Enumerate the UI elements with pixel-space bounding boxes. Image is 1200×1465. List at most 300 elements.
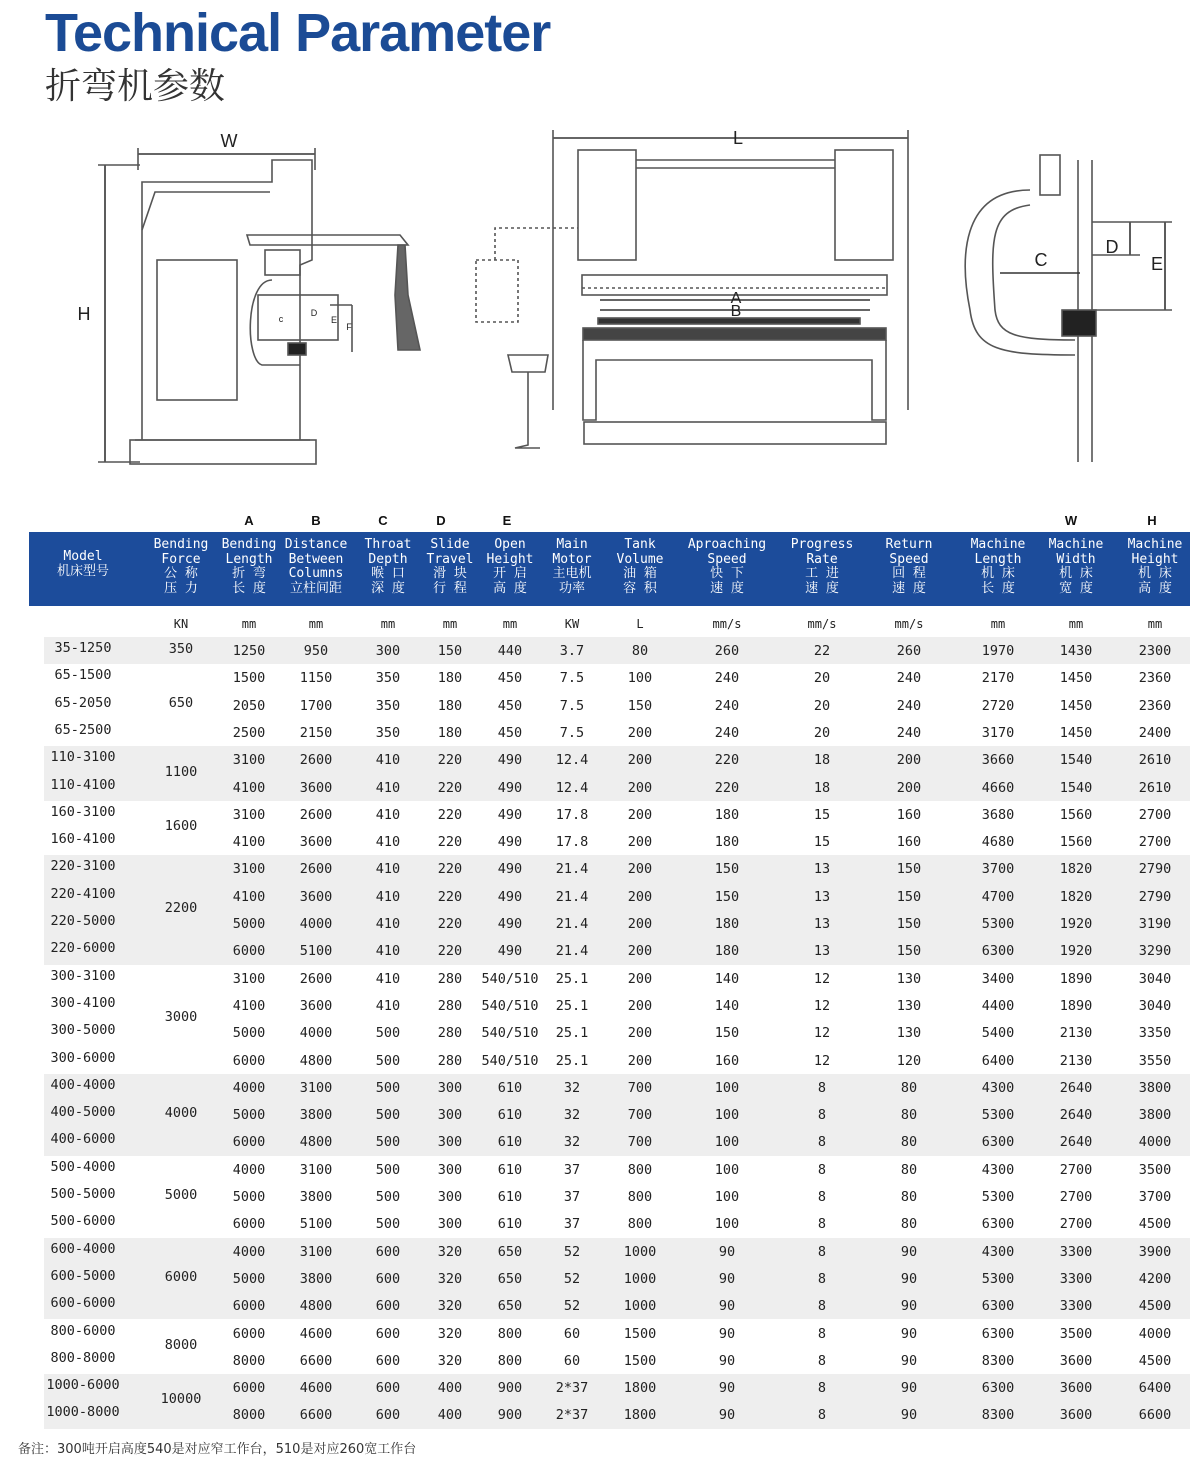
unit-label: mm [241, 617, 257, 631]
table-cell: 3600 [1059, 1352, 1093, 1369]
table-cell: 90 [900, 1352, 918, 1369]
table-row [0, 1047, 1200, 1074]
table-cell: 4800 [299, 1134, 333, 1151]
table-cell: 600 [375, 1352, 401, 1369]
table-cell: 8300 [981, 1407, 1015, 1424]
table-cell: 3700 [981, 861, 1015, 878]
table-row [0, 1292, 1200, 1319]
table-cell: 3900 [1138, 1243, 1172, 1260]
table-cell: 100 [714, 1134, 740, 1151]
table-cell: 240 [714, 724, 740, 741]
table-cell: 80 [900, 1107, 918, 1124]
column-header-cn: 滑 块 [433, 566, 467, 582]
table-cell: 100 [714, 1079, 740, 1096]
unit-label: mm [1147, 617, 1163, 631]
table-cell: 2610 [1138, 779, 1172, 796]
table-cell: 17.8 [555, 834, 589, 851]
table-cell: 800 [497, 1352, 523, 1369]
table-cell: 490 [497, 752, 523, 769]
column-header-cn: 压 力 [164, 580, 198, 596]
column-header [427, 538, 474, 596]
column-header [886, 538, 933, 596]
bending-force-cell: 350 [168, 640, 194, 657]
table-cell: 120 [896, 1052, 922, 1069]
table-cell: 15 [813, 834, 831, 851]
table-cell: 410 [375, 970, 401, 987]
table-cell: 90 [718, 1407, 736, 1424]
table-cell: 1540 [1059, 779, 1093, 796]
table-cell: 150 [896, 888, 922, 905]
table-cell: 490 [497, 834, 523, 851]
page-title: Technical Parameter [45, 3, 551, 63]
column-header [1049, 538, 1104, 596]
table-cell: 3500 [1138, 1161, 1172, 1178]
table-cell: 800 [627, 1216, 653, 1233]
table-cell: 220 [714, 752, 740, 769]
table-cell: 180 [714, 834, 740, 851]
unit-label: mm [380, 617, 396, 631]
table-cell: 800 [627, 1189, 653, 1205]
table-cell: 240 [714, 670, 740, 687]
column-header-en: Volume [616, 551, 664, 567]
table-cell: 32 [563, 1107, 581, 1124]
table-cell: 5000 [232, 916, 266, 932]
table-cell: 150 [896, 861, 922, 878]
table-cell: 200 [627, 1025, 653, 1042]
table-cell: 350 [375, 697, 401, 714]
table-cell: 4300 [981, 1161, 1015, 1178]
table-cell: 2700 [1059, 1216, 1093, 1233]
table-cell: 180 [714, 916, 740, 932]
column-header-en: Travel [426, 551, 474, 567]
table-cell: 300 [437, 1161, 463, 1178]
table-cell: 150 [896, 916, 922, 932]
unit-label: KN [173, 617, 189, 631]
table-cell: 440 [497, 643, 523, 659]
column-header-cn: 高 度 [493, 580, 527, 596]
table-cell: 12 [813, 1025, 831, 1042]
table-cell: 610 [497, 1161, 523, 1178]
table-cell: 3100 [299, 1243, 333, 1260]
table-cell: 200 [627, 779, 653, 796]
column-header-en: Width [1056, 551, 1096, 567]
table-cell: 4000 [299, 1025, 333, 1042]
table-cell: 100 [627, 670, 653, 687]
table-cell: 3170 [981, 724, 1015, 741]
table-cell: 140 [714, 997, 740, 1014]
table-cell: 3600 [299, 997, 333, 1014]
table-cell: 240 [896, 670, 922, 687]
table-cell: 600 [375, 1380, 401, 1397]
table-cell: 6600 [299, 1407, 333, 1424]
table-cell: 5400 [981, 1025, 1015, 1042]
table-cell: 90 [718, 1352, 736, 1369]
table-cell: 80 [900, 1216, 918, 1233]
column-header-cn: 速 度 [710, 580, 744, 596]
table-cell: 5100 [299, 1216, 333, 1233]
table-cell: 410 [375, 752, 401, 769]
letter-w: W [1064, 513, 1078, 528]
column-header-en: Height [486, 551, 534, 567]
table-cell: 900 [497, 1407, 523, 1424]
table-cell: 3550 [1138, 1052, 1172, 1069]
table-cell: 3100 [232, 861, 266, 878]
model-cell: 1000-8000 [46, 1404, 120, 1421]
unit-label: KW [564, 617, 580, 631]
table-cell: 3300 [1059, 1243, 1093, 1260]
table-cell: 500 [375, 1134, 401, 1151]
table-cell: 4500 [1138, 1352, 1172, 1369]
table-cell: 100 [714, 1216, 740, 1233]
table-cell: 8 [817, 1134, 827, 1151]
table-cell: 180 [437, 670, 463, 687]
column-header-en: Length [225, 551, 273, 567]
label-h: H [77, 304, 91, 324]
table-cell: 90 [900, 1407, 918, 1424]
letter-d: D [436, 513, 446, 528]
table-cell: 4000 [1138, 1134, 1172, 1151]
table-cell: 8 [817, 1079, 827, 1096]
table-cell: 37 [563, 1189, 581, 1205]
table-cell: 5000 [232, 1270, 266, 1287]
table-cell: 4200 [1138, 1270, 1172, 1287]
table-cell: 3400 [981, 970, 1015, 987]
table-cell: 3100 [299, 1161, 333, 1178]
table-cell: 5000 [232, 1025, 266, 1042]
table-cell: 80 [900, 1134, 918, 1151]
table-cell: 240 [896, 697, 922, 714]
column-header-cn: 开 启 [493, 566, 527, 582]
model-cell: 500-4000 [50, 1158, 116, 1175]
table-cell: 18 [813, 779, 831, 796]
table-cell: 2360 [1138, 670, 1172, 687]
table-cell: 200 [896, 752, 922, 769]
table-cell: 280 [437, 1025, 463, 1042]
table-cell: 2640 [1059, 1134, 1093, 1151]
table-cell: 200 [627, 1052, 653, 1069]
column-header [487, 538, 534, 596]
table-cell: 150 [627, 697, 653, 714]
table-row [0, 1156, 1200, 1183]
table-cell: 410 [375, 806, 401, 823]
table-cell: 2610 [1138, 752, 1172, 769]
table-cell: 150 [437, 643, 463, 659]
table-cell: 280 [437, 1052, 463, 1069]
table-cell: 3800 [299, 1270, 333, 1287]
unit-label: mm [308, 617, 324, 631]
table-cell: 160 [896, 806, 922, 823]
table-cell: 100 [714, 1189, 740, 1205]
table-cell: 320 [437, 1298, 463, 1315]
table-cell: 80 [900, 1161, 918, 1178]
table-cell: 3100 [232, 752, 266, 769]
table-cell: 1560 [1059, 806, 1093, 823]
column-header [365, 538, 412, 596]
table-cell: 1890 [1059, 970, 1093, 987]
column-header-en: Aproaching [687, 537, 767, 552]
table-cell: 500 [375, 1079, 401, 1096]
table-cell: 21.4 [555, 916, 589, 932]
table-cell: 450 [497, 697, 523, 714]
table-row [0, 855, 1200, 882]
table-cell: 4800 [299, 1298, 333, 1315]
table-cell: 200 [627, 970, 653, 987]
column-header-cn: 喉 口 [371, 566, 405, 582]
table-cell: 5000 [232, 1107, 266, 1124]
table-cell: 8 [817, 1325, 827, 1342]
table-cell: 80 [631, 643, 649, 659]
model-cell: 400-6000 [50, 1131, 116, 1148]
table-cell: 8 [817, 1161, 827, 1178]
column-header-cn: 长 度 [981, 580, 1015, 596]
model-cell: 600-4000 [50, 1240, 116, 1257]
table-cell: 90 [718, 1380, 736, 1397]
table-cell: 3600 [299, 779, 333, 796]
table-cell: 4660 [981, 779, 1015, 796]
table-cell: 540/510 [481, 970, 539, 987]
table-cell: 5000 [232, 1189, 266, 1205]
table-header [29, 532, 1190, 606]
table-cell: 12 [813, 970, 831, 987]
label-a: A [730, 290, 742, 307]
column-header-cn: 功率 [558, 580, 586, 596]
table-cell: 1540 [1059, 752, 1093, 769]
table-cell: 25.1 [555, 1025, 589, 1042]
table-cell: 240 [714, 697, 740, 714]
table-cell: 6000 [232, 1052, 266, 1069]
table-cell: 4000 [299, 916, 333, 932]
table-cell: 5100 [299, 943, 333, 960]
model-cell: 160-3100 [50, 803, 116, 820]
table-cell: 4500 [1138, 1216, 1172, 1233]
unit-label: mm/s [894, 617, 924, 631]
table-cell: 4100 [232, 779, 266, 796]
model-cell: 800-8000 [50, 1349, 116, 1366]
table-cell: 3600 [299, 888, 333, 905]
table-cell: 12.4 [555, 752, 589, 769]
table-cell: 80 [900, 1189, 918, 1205]
table-cell: 1820 [1059, 888, 1093, 905]
table-cell: 1150 [299, 670, 333, 687]
units-row [0, 617, 1200, 635]
table-cell: 8 [817, 1216, 827, 1233]
bending-force-cell: 1100 [164, 763, 198, 780]
model-cell: 110-3100 [50, 749, 116, 766]
model-cell: 110-4100 [50, 776, 116, 793]
model-cell: 220-4100 [50, 885, 116, 902]
table-cell: 6400 [1138, 1380, 1172, 1397]
table-cell: 4680 [981, 834, 1015, 851]
column-header-cn: 速 度 [892, 580, 926, 596]
table-cell: 500 [375, 1025, 401, 1042]
column-header-en: Columns [288, 566, 344, 582]
table-cell: 6000 [232, 943, 266, 960]
letter-a: A [244, 513, 254, 528]
table-cell: 600 [375, 1243, 401, 1260]
column-header-cn: 机 床 [981, 566, 1015, 582]
unit-label: mm [990, 617, 1006, 631]
table-cell: 25.1 [555, 970, 589, 987]
label-d-small: D [310, 308, 318, 318]
table-cell: 18 [813, 752, 831, 769]
table-cell: 60 [563, 1325, 581, 1342]
table-cell: 1000 [623, 1298, 657, 1315]
column-header-cn: 快 下 [710, 566, 744, 582]
table-cell: 610 [497, 1216, 523, 1233]
column-header [688, 538, 766, 596]
table-cell: 320 [437, 1243, 463, 1260]
table-cell: 610 [497, 1107, 523, 1124]
column-header-en: Model [63, 549, 103, 564]
table-cell: 200 [627, 916, 653, 932]
table-cell: 150 [714, 861, 740, 878]
table-cell: 2600 [299, 806, 333, 823]
table-cell: 100 [714, 1107, 740, 1124]
table-cell: 5300 [981, 1189, 1015, 1205]
table-cell: 6300 [981, 1325, 1015, 1342]
table-cell: 4300 [981, 1079, 1015, 1096]
label-c-small: c [278, 314, 284, 324]
table-cell: 6000 [232, 1216, 266, 1233]
table-cell: 500 [375, 1216, 401, 1233]
table-cell: 6300 [981, 1216, 1015, 1233]
column-header [971, 538, 1026, 596]
table-cell: 490 [497, 861, 523, 878]
table-cell: 3100 [232, 970, 266, 987]
table-cell: 220 [714, 779, 740, 796]
column-header-en: Machine [1127, 537, 1183, 552]
table-cell: 450 [497, 724, 523, 741]
column-header-cn: 油 箱 [623, 566, 657, 582]
table-cell: 500 [375, 1161, 401, 1178]
column-header [57, 550, 109, 579]
table-row [0, 965, 1200, 992]
table-cell: 610 [497, 1134, 523, 1151]
table-cell: 4600 [299, 1325, 333, 1342]
label-f-small: F [346, 322, 352, 332]
table-cell: 6000 [232, 1380, 266, 1397]
label-e-small: E [330, 315, 338, 325]
table-cell: 150 [896, 943, 922, 960]
table-cell: 900 [497, 1380, 523, 1397]
column-header [552, 538, 591, 596]
table-cell: 5300 [981, 1270, 1015, 1287]
table-cell: 700 [627, 1107, 653, 1124]
table-cell: 280 [437, 970, 463, 987]
table-cell: 7.5 [559, 670, 585, 687]
bending-force-cell: 5000 [164, 1186, 198, 1203]
table-cell: 4800 [299, 1052, 333, 1069]
table-cell: 160 [896, 834, 922, 851]
table-cell: 3700 [1138, 1189, 1172, 1205]
table-cell: 1820 [1059, 861, 1093, 878]
table-cell: 20 [813, 670, 831, 687]
table-cell: 650 [497, 1243, 523, 1260]
column-header-cn: 机 床 [1138, 566, 1172, 582]
table-cell: 2130 [1059, 1025, 1093, 1042]
machine-drawing [0, 110, 1200, 510]
column-header-en: Depth [368, 551, 408, 567]
table-cell: 300 [437, 1216, 463, 1233]
table-cell: 8300 [981, 1352, 1015, 1369]
table-cell: 3100 [232, 806, 266, 823]
table-cell: 2700 [1059, 1161, 1093, 1178]
table-cell: 90 [718, 1325, 736, 1342]
table-cell: 3190 [1138, 916, 1172, 932]
table-cell: 80 [900, 1079, 918, 1096]
table-cell: 320 [437, 1352, 463, 1369]
table-cell: 4100 [232, 834, 266, 851]
table-cell: 1250 [232, 643, 266, 659]
table-cell: 3350 [1138, 1025, 1172, 1042]
table-cell: 130 [896, 997, 922, 1014]
table-cell: 4600 [299, 1380, 333, 1397]
table-cell: 4700 [981, 888, 1015, 905]
model-cell: 500-6000 [50, 1213, 116, 1230]
table-cell: 490 [497, 888, 523, 905]
table-cell: 6300 [981, 943, 1015, 960]
table-cell: 2300 [1138, 643, 1172, 659]
table-cell: 12 [813, 997, 831, 1014]
table-cell: 600 [375, 1298, 401, 1315]
table-cell: 3300 [1059, 1270, 1093, 1287]
table-row [0, 1210, 1200, 1237]
table-cell: 5300 [981, 1107, 1015, 1124]
dimension-letters-row [0, 513, 1200, 531]
table-cell: 610 [497, 1189, 523, 1205]
column-header [285, 538, 348, 596]
table-cell: 6000 [232, 1134, 266, 1151]
table-cell: 150 [714, 888, 740, 905]
model-cell: 65-2500 [54, 721, 112, 738]
table-cell: 540/510 [481, 1052, 539, 1069]
table-cell: 300 [437, 1107, 463, 1124]
model-cell: 220-6000 [50, 940, 116, 957]
model-cell: 220-3100 [50, 858, 116, 875]
table-cell: 2130 [1059, 1052, 1093, 1069]
column-header-cn: 机 床 [1059, 566, 1093, 582]
table-cell: 8 [817, 1407, 827, 1424]
table-cell: 240 [896, 724, 922, 741]
model-cell: 400-4000 [50, 1076, 116, 1093]
table-cell: 200 [627, 834, 653, 851]
table-cell: 6300 [981, 1298, 1015, 1315]
model-cell: 65-1500 [54, 667, 112, 684]
model-cell: 1000-6000 [46, 1377, 120, 1394]
table-cell: 500 [375, 1052, 401, 1069]
table-cell: 320 [437, 1270, 463, 1287]
table-cell: 2640 [1059, 1079, 1093, 1096]
column-header-en: Height [1131, 551, 1179, 567]
table-cell: 600 [375, 1407, 401, 1424]
table-cell: 2600 [299, 752, 333, 769]
column-header [791, 538, 854, 596]
table-cell: 2*37 [555, 1407, 589, 1424]
table-cell: 200 [627, 806, 653, 823]
table-cell: 220 [437, 888, 463, 905]
table-cell: 90 [900, 1325, 918, 1342]
table-cell: 6300 [981, 1134, 1015, 1151]
table-cell: 90 [718, 1243, 736, 1260]
table-cell: 650 [497, 1298, 523, 1315]
table-cell: 90 [900, 1380, 918, 1397]
table-cell: 4000 [232, 1161, 266, 1178]
column-header-en: Distance [284, 537, 348, 552]
table-cell: 8 [817, 1352, 827, 1369]
table-cell: 6000 [232, 1325, 266, 1342]
table-cell: 8 [817, 1189, 827, 1205]
column-header-en: Between [288, 551, 344, 567]
